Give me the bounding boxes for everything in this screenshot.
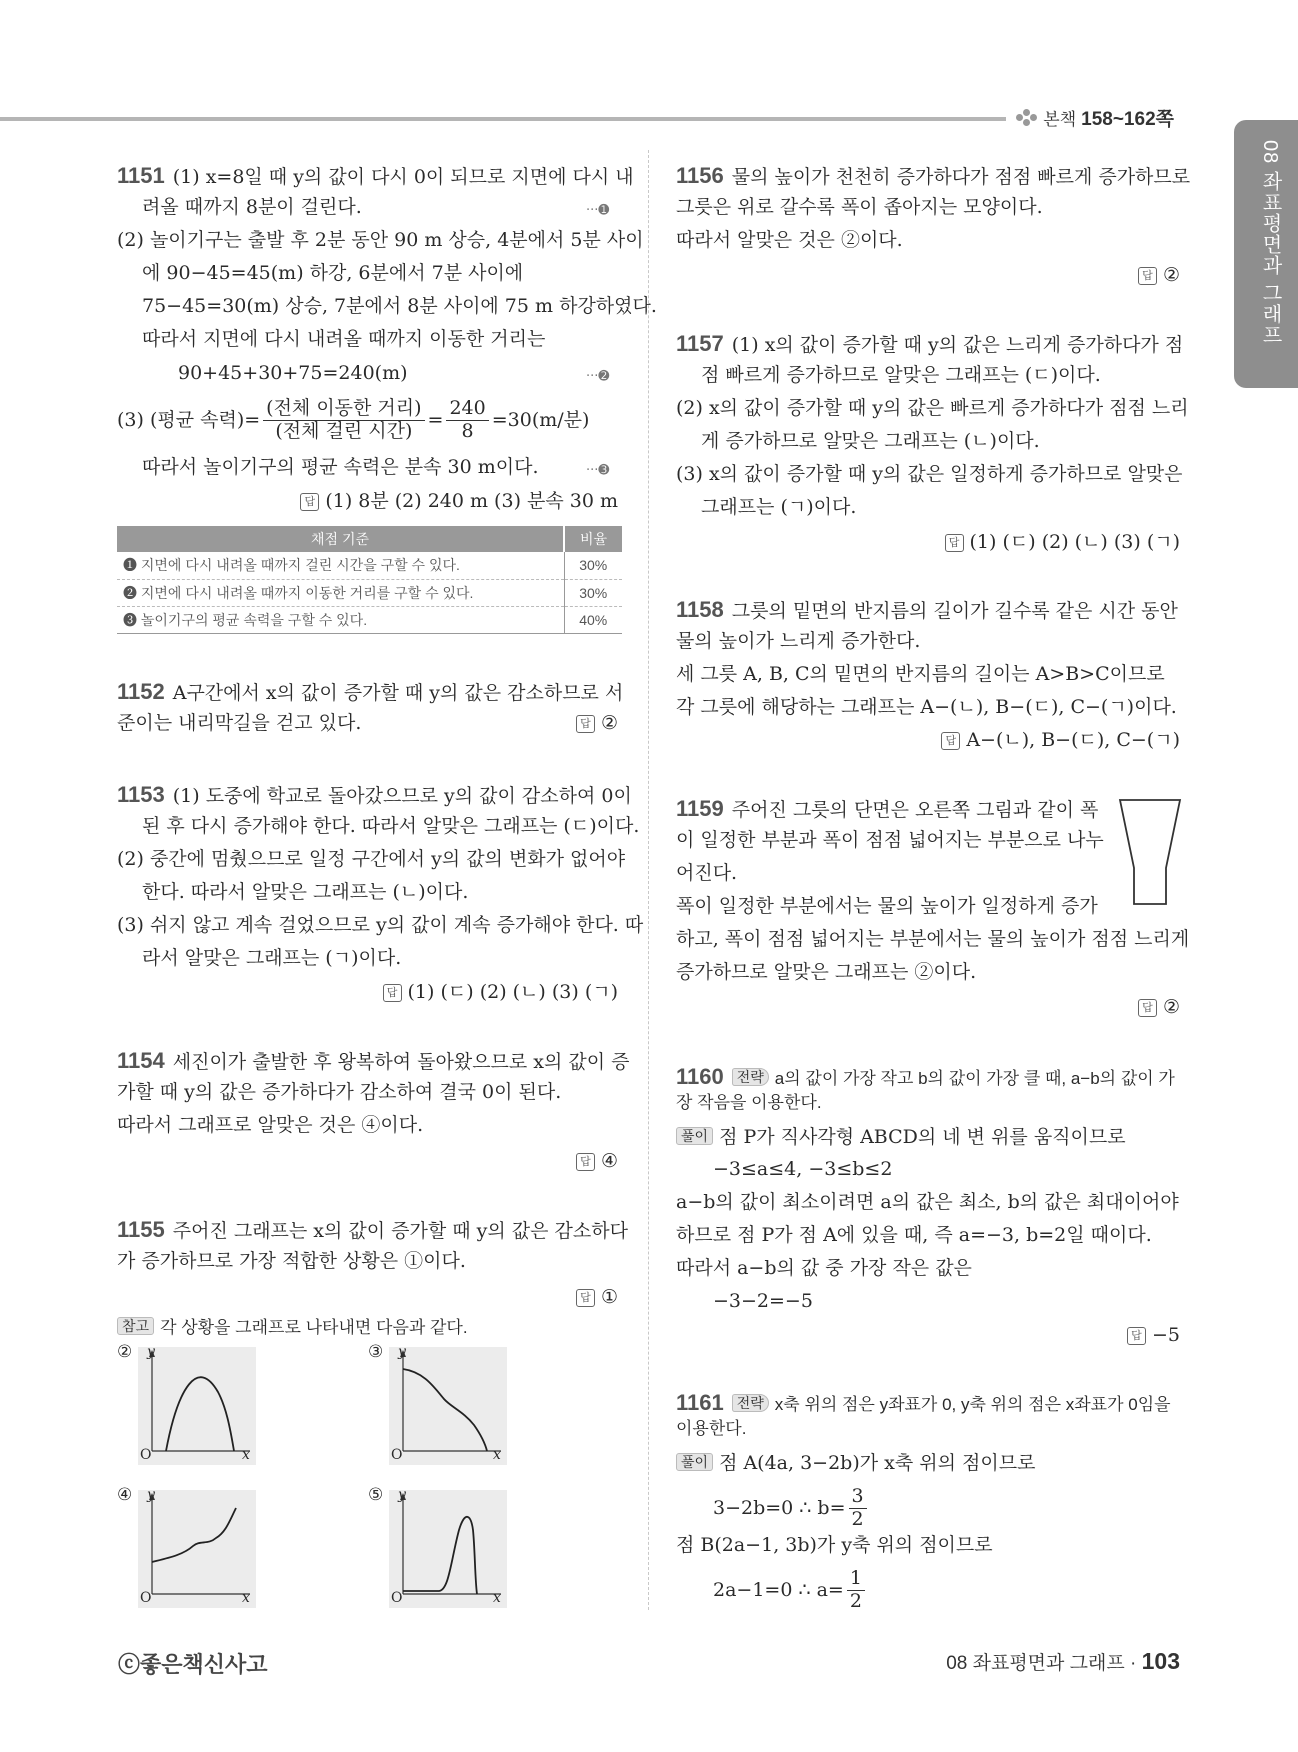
graph-5 — [389, 1487, 507, 1608]
answer-1156 — [1138, 266, 1180, 285]
answer-icon: 답 — [576, 1153, 595, 1171]
problem-1151-line5: 75−45=30(m) 상승, 7분에서 8분 사이에 75 m 하강하였다. — [142, 295, 657, 317]
fraction — [849, 1486, 867, 1531]
problem-1159-line2: 이 일정한 부분과 폭이 점점 넓어지는 부분으로 나누 — [676, 829, 1104, 851]
graph-5-svg — [389, 1490, 507, 1608]
text: = — [427, 408, 444, 431]
x-axis-label: x — [493, 1447, 501, 1463]
problem-1160-line2: 장 작음을 이용한다. — [676, 1093, 822, 1112]
table-row — [117, 579, 622, 606]
note-text: 각 상황을 그래프로 나타내면 다음과 같다. — [160, 1318, 468, 1337]
header-rule — [0, 117, 1180, 121]
text: =30(m/분) — [491, 408, 590, 431]
step-mark-1: ···➊ — [586, 203, 610, 218]
graph-4 — [138, 1487, 256, 1608]
problem-1158-line4: 각 그릇에 해당하는 그래프는 A−(ㄴ), B−(ㄷ), C−(ㄱ)이다. — [676, 696, 1177, 718]
problem-1158-line1 — [676, 599, 1178, 621]
ratio-cell: 30% — [564, 552, 622, 579]
problem-1161-line3 — [676, 1453, 1035, 1473]
problem-1151-line9: 따라서 놀이기구의 평균 속력은 분속 30 m이다. — [142, 456, 539, 478]
publisher-logo: ⓒ좋은책신사고 — [118, 1652, 268, 1677]
answer-icon: 답 — [945, 534, 964, 552]
table-row — [117, 552, 622, 579]
problem-1159-line4: 폭이 일정한 부분에서는 물의 높이가 일정하게 증가 — [676, 895, 1098, 917]
problem-number: 1155 — [117, 1217, 165, 1242]
answer-text: ② — [600, 712, 618, 734]
origin-label: O — [140, 1590, 152, 1606]
problem-1159-line3: 어진다. — [676, 862, 738, 884]
problem-1160-line4: −3≤a≤4, −3≤b≤2 — [713, 1158, 893, 1180]
strategy-tag: 전략 — [732, 1394, 769, 1412]
text: 2a−1=0 ∴ a= — [713, 1578, 844, 1601]
graph-3-label: ③ — [368, 1342, 384, 1362]
text: (1) 도중에 학교로 돌아갔으므로 y의 값이 감소하여 0이 — [172, 785, 632, 807]
denominator: 2 — [851, 1507, 864, 1530]
text: 점 A(4a, 3−2b)가 x축 위의 점이므로 — [719, 1452, 1036, 1474]
answer-1158 — [941, 731, 1180, 750]
ratio-cell: 40% — [564, 606, 622, 633]
text: 주어진 그래프는 x의 값이 증가할 때 y의 값은 감소하다 — [172, 1220, 628, 1242]
answer-icon: 답 — [383, 984, 402, 1002]
ratio-header: 비율 — [564, 526, 622, 552]
grading-criteria-table — [117, 526, 622, 634]
answer-text: −5 — [1151, 1324, 1180, 1346]
problem-1153-line1 — [117, 784, 632, 806]
answer-1153 — [383, 983, 618, 1002]
answer-icon: 답 — [576, 715, 595, 733]
answer-1157 — [945, 533, 1180, 552]
problem-1157-line3: (2) x의 값이 증가할 때 y의 값은 빠르게 증가하다가 점점 느리 — [676, 397, 1189, 419]
problem-1159-line5: 하고, 폭이 점점 넓어지는 부분에서는 물의 높이가 점점 느리게 — [676, 928, 1190, 950]
problem-number: 1153 — [117, 782, 165, 807]
text: x축 위의 점은 y좌표가 0, y축 위의 점은 x좌표가 0임을 — [774, 1395, 1171, 1414]
problem-1151-formula — [117, 398, 589, 443]
problem-1159-line1 — [676, 798, 1098, 820]
text: 물의 높이가 천천히 증가하다가 점점 빠르게 증가하므로 — [731, 166, 1191, 188]
origin-label: O — [140, 1447, 152, 1463]
answer-text: ② — [1162, 996, 1180, 1018]
page-number: 103 — [1141, 1648, 1180, 1674]
graph-2 — [138, 1344, 256, 1465]
problem-number: 1158 — [676, 597, 724, 622]
problem-1156-line1 — [676, 165, 1190, 187]
problem-1161-line1 — [676, 1392, 1171, 1414]
problem-1160-line3 — [676, 1127, 1126, 1147]
numerator: 1 — [847, 1568, 865, 1591]
numerator: 3 — [849, 1486, 867, 1509]
text: A구간에서 x의 값이 증가할 때 y의 값은 감소하므로 서 — [172, 682, 624, 704]
answer-text: (1) (ㄷ) (2) (ㄴ) (3) (ㄱ) — [969, 531, 1180, 553]
y-axis-label: y — [398, 1344, 406, 1360]
text: 점 P가 직사각형 ABCD의 네 변 위를 움직이므로 — [719, 1126, 1126, 1148]
problem-1151-line7: 90+45+30+75=240(m) — [178, 362, 408, 384]
problem-1151-line4: 에 90−45=45(m) 하강, 6분에서 7분 사이에 — [142, 262, 524, 284]
denominator: 8 — [461, 419, 474, 442]
numerator: (전체 이동한 거리) — [263, 398, 424, 421]
criteria-cell: ➌ 놀이기구의 평균 속력을 구할 수 있다. — [117, 606, 564, 633]
answer-1160 — [1127, 1326, 1180, 1345]
problem-1161-line2: 이용한다. — [676, 1419, 747, 1438]
solution-tag: 풀이 — [676, 1453, 713, 1471]
container-cross-section-diagram — [1118, 798, 1182, 906]
problem-1160-line7: 따라서 a−b의 값 중 가장 작은 값은 — [676, 1257, 972, 1279]
problem-1151-line2: 려올 때까지 8분이 걸린다. — [142, 196, 362, 218]
problem-1161-line4 — [713, 1486, 870, 1531]
problem-1157-line4: 게 증가하므로 알맞은 그래프는 (ㄴ)이다. — [701, 430, 1040, 452]
problem-1153-line6: 라서 알맞은 그래프는 (ㄱ)이다. — [142, 947, 402, 969]
flower-dots-icon — [1016, 109, 1038, 127]
graph-3-svg — [389, 1347, 507, 1465]
problem-number: 1160 — [676, 1064, 724, 1089]
answer-icon: 답 — [1138, 999, 1157, 1017]
answer-1151 — [300, 492, 618, 511]
fraction — [847, 1568, 865, 1613]
answer-1159 — [1138, 998, 1180, 1017]
strategy-tag: 전략 — [732, 1068, 769, 1086]
text: 주어진 그릇의 단면은 오른쪽 그림과 같이 폭 — [731, 799, 1099, 821]
answer-icon: 답 — [1127, 1327, 1146, 1345]
chapter-side-tab-label: 08 좌표평면과 그래프 — [1259, 140, 1281, 346]
text: 3−2b=0 ∴ b= — [713, 1496, 846, 1519]
answer-text: ② — [1162, 264, 1180, 286]
text: 그릇의 밑면의 반지름의 길이가 길수록 같은 시간 동안 — [731, 600, 1178, 622]
answer-icon: 답 — [941, 732, 960, 750]
text: 세진이가 출발한 후 왕복하여 돌아왔으므로 x의 값이 증 — [172, 1051, 630, 1073]
solution-tag: 풀이 — [676, 1127, 713, 1145]
text: (3) (평균 속력)= — [117, 408, 261, 431]
answer-icon: 답 — [1138, 267, 1157, 285]
problem-1154-line2: 가할 때 y의 값은 증가하다가 감소하여 결국 0이 된다. — [117, 1081, 562, 1103]
problem-1151-line3: (2) 놀이기구는 출발 후 2분 동안 90 m 상승, 4분에서 5분 사이 — [117, 229, 644, 251]
problem-1158-line3: 세 그릇 A, B, C의 밑면의 반지름의 길이는 A>B>C이므로 — [676, 663, 1165, 685]
note-tag: 참고 — [117, 1317, 154, 1335]
chapter-side-tab — [1234, 120, 1298, 388]
problem-1157-line6: 그래프는 (ㄱ)이다. — [701, 496, 857, 518]
graph-4-label: ④ — [117, 1485, 133, 1505]
answer-text: ① — [600, 1286, 618, 1308]
problem-1155-line1 — [117, 1219, 628, 1241]
problem-1158-line2: 물의 높이가 느리게 증가한다. — [676, 630, 921, 652]
header-pages: 158~162쪽 — [1081, 109, 1174, 130]
problem-number: 1151 — [117, 163, 165, 188]
problem-1153-line5: (3) 쉬지 않고 계속 걸었으므로 y의 값이 계속 증가해야 한다. 따 — [117, 914, 644, 936]
answer-text: (1) 8분 (2) 240 m (3) 분속 30 m — [325, 490, 618, 512]
problem-1157-line5: (3) x의 값이 증가할 때 y의 값은 일정하게 증가하므로 알맞은 — [676, 463, 1183, 485]
problem-1160-line5: a−b의 값이 최소이려면 a의 값은 최소, b의 값은 최대이어야 — [676, 1191, 1179, 1213]
problem-1160-line8: −3−2=−5 — [713, 1290, 813, 1312]
problem-number: 1157 — [676, 331, 724, 356]
problem-number: 1159 — [676, 796, 724, 821]
answer-icon: 답 — [576, 1289, 595, 1307]
problem-1154-line1 — [117, 1050, 630, 1072]
footer-page-info: 08 좌표평면과 그래프 · 103 — [946, 1648, 1180, 1674]
problem-1152-line2: 준이는 내리막길을 걷고 있다. — [117, 712, 362, 734]
criteria-header: 채점 기준 — [117, 526, 564, 552]
y-axis-label: y — [147, 1344, 155, 1360]
problem-1161-line5: 점 B(2a−1, 3b)가 y축 위의 점이므로 — [676, 1534, 993, 1556]
problem-1154-line3: 따라서 그래프로 알맞은 것은 ④이다. — [117, 1114, 424, 1136]
denominator: (전체 걸린 시간) — [275, 419, 413, 442]
numerator: 240 — [446, 398, 488, 421]
x-axis-label: x — [242, 1447, 250, 1463]
x-axis-label: x — [242, 1590, 250, 1606]
problem-1156-line2: 그릇은 위로 갈수록 폭이 좁아지는 모양이다. — [676, 196, 1043, 218]
problem-1153-line4: 한다. 따라서 알맞은 그래프는 (ㄴ)이다. — [142, 881, 469, 903]
note-line — [117, 1317, 468, 1336]
problem-1152-line1 — [117, 681, 623, 703]
fraction — [446, 398, 488, 443]
problem-1161-line6 — [713, 1568, 868, 1613]
answer-1154 — [576, 1152, 618, 1171]
step-mark-3: ···➌ — [586, 463, 610, 478]
problem-1159-line6: 증가하므로 알맞은 그래프는 ②이다. — [676, 961, 977, 983]
answer-icon: 답 — [300, 493, 319, 511]
problem-1160-line6: 하므로 점 P가 점 A에 있을 때, 즉 a=−3, b=2일 때이다. — [676, 1224, 1152, 1246]
problem-1151-line6: 따라서 지면에 다시 내려올 때까지 이동한 거리는 — [142, 328, 546, 350]
text: (1) x=8일 때 y의 값이 다시 0이 되므로 지면에 다시 내 — [172, 166, 634, 188]
problem-1155-line2: 가 증가하므로 가장 적합한 상황은 ①이다. — [117, 1250, 466, 1272]
answer-1155 — [576, 1288, 618, 1307]
problem-1156-line3: 따라서 알맞은 것은 ②이다. — [676, 229, 903, 251]
footer-chapter: 08 좌표평면과 그래프 — [946, 1653, 1125, 1674]
problem-number: 1161 — [676, 1390, 724, 1415]
graph-2-svg — [138, 1347, 256, 1465]
problem-1153-line2: 된 후 다시 증가해야 한다. 따라서 알맞은 그래프는 (ㄷ)이다. — [142, 815, 640, 837]
graph-4-svg — [138, 1490, 256, 1608]
problem-1160-line1 — [676, 1066, 1175, 1088]
answer-text: ④ — [600, 1150, 618, 1172]
text: a의 값이 가장 작고 b의 값이 가장 클 때, a−b의 값이 가 — [774, 1069, 1175, 1088]
problem-1157-line1 — [676, 333, 1183, 355]
text: (1) x의 값이 증가할 때 y의 값은 느리게 증가하다가 점 — [731, 334, 1184, 356]
criteria-cell: ➊ 지면에 다시 내려올 때까지 걸린 시간을 구할 수 있다. — [117, 552, 564, 579]
answer-text: (1) (ㄷ) (2) (ㄴ) (3) (ㄱ) — [407, 981, 618, 1003]
problem-1153-line3: (2) 중간에 멈췄으므로 일정 구간에서 y의 값의 변화가 없어야 — [117, 848, 626, 870]
denominator: 2 — [849, 1589, 862, 1612]
origin-label: O — [391, 1590, 403, 1606]
x-axis-label: x — [493, 1590, 501, 1606]
origin-label: O — [391, 1447, 403, 1463]
y-axis-label: y — [398, 1487, 406, 1503]
column-divider — [648, 150, 649, 1610]
header-page-reference — [1006, 104, 1180, 131]
problem-number: 1154 — [117, 1048, 165, 1073]
graph-2-label: ② — [117, 1342, 133, 1362]
problem-1157-line2: 점 빠르게 증가하므로 알맞은 그래프는 (ㄷ)이다. — [701, 364, 1101, 386]
header-label: 본책 — [1043, 110, 1077, 129]
answer-1152 — [576, 714, 618, 733]
answer-text: A−(ㄴ), B−(ㄷ), C−(ㄱ) — [966, 729, 1180, 751]
fraction — [263, 398, 424, 443]
y-axis-label: y — [147, 1487, 155, 1503]
problem-1151-line1 — [117, 165, 634, 187]
ratio-cell: 30% — [564, 579, 622, 606]
step-mark-2: ···➋ — [586, 369, 610, 384]
graph-3 — [389, 1344, 507, 1465]
criteria-cell: ➋ 지면에 다시 내려올 때까지 이동한 거리를 구할 수 있다. — [117, 579, 564, 606]
problem-number: 1152 — [117, 679, 165, 704]
graph-5-label: ⑤ — [368, 1485, 384, 1505]
table-row — [117, 606, 622, 633]
problem-number: 1156 — [676, 163, 724, 188]
